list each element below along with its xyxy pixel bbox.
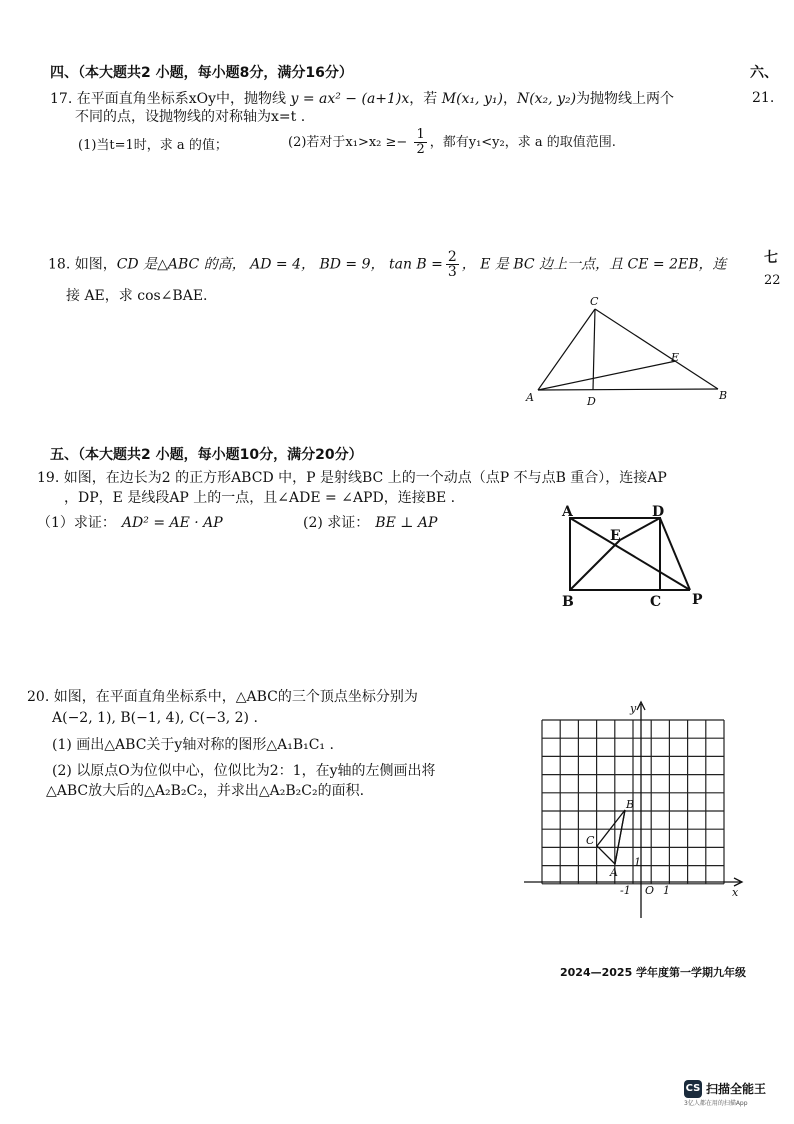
q17-line2: 不同的点，设抛物线的对称轴为x=t .	[75, 109, 306, 125]
q20-triangle-abc	[597, 810, 625, 864]
q19-part1-math: AD² = AE · AP	[121, 515, 223, 531]
q19-label-a: A	[562, 504, 573, 520]
q19-label-e: E	[610, 528, 621, 544]
q19-segment-dp	[660, 518, 690, 590]
q17-part2	[288, 128, 616, 157]
q20-part2-line2: △ABC放大后的△A₂B₂C₂，并求出△A₂B₂C₂的面积.	[46, 783, 365, 799]
q19-segment-be	[570, 540, 620, 590]
q20-x-axis-label: x	[732, 886, 739, 899]
q18-side-ac	[538, 309, 595, 390]
q17-part1: (1)当t=1时，求 a 的值；	[78, 138, 228, 153]
side-cut-six: 六、	[750, 65, 778, 81]
scanner-tagline: 3亿人都在用的扫描App	[684, 1099, 748, 1107]
q19-part2-label: (2) 求证：	[303, 515, 370, 531]
q18-label-e: E	[671, 351, 680, 364]
q17-parabola: y = ax² − (a+1)x	[290, 91, 410, 107]
side-cut-22: 22	[764, 273, 781, 288]
q17-line1: 17. 在平面直角坐标系xOy中，抛物线 y = ax² − (a+1)x，若 M(x₁, y₁)，N(x₂, y₂)为抛物线上两个	[50, 91, 675, 107]
q19-label-b: B	[562, 594, 574, 610]
q18-fraction: $\frac{2}{3}$	[447, 249, 457, 280]
q17-text-b: ，若	[409, 91, 442, 107]
q19-segment-de	[620, 518, 660, 540]
q18-line1	[48, 250, 727, 279]
q18-label-d: D	[587, 395, 596, 408]
q19-part1	[37, 512, 223, 532]
q17-part2-text-a: (2)若对于x₁>x₂ ≥−	[288, 135, 412, 150]
q18-side-ab	[538, 389, 718, 390]
q18-text-b: CD 是△ABC 的高， AD = 4， BD = 9， tan B =	[116, 256, 443, 273]
scanner-watermark	[684, 1078, 766, 1107]
side-cut-21: 21.	[752, 90, 775, 106]
q18-text-c: ， E 是 BC 边上一点，且 CE = 2EB，连	[461, 256, 727, 273]
q17-fraction: $\frac{1}{2}$	[416, 127, 425, 157]
q18-text-a: 18. 如图，	[48, 256, 117, 273]
exam-footer: 2024—2025 学年度第一学期九年级	[560, 966, 747, 979]
q20-line1: 20. 如图，在平面直角坐标系中，△ABC的三个顶点坐标分别为	[27, 689, 418, 705]
q20-tick-label-y1: 1	[634, 856, 641, 869]
q20-origin-label: O	[645, 884, 655, 897]
q18-label-a: A	[526, 391, 534, 404]
q19-label-p: P	[692, 592, 703, 608]
q17-text-a: 17. 在平面直角坐标系xOy中，抛物线	[50, 91, 291, 107]
q19-line1: 19. 如图，在边长为2 的正方形ABCD 中，P 是射线BC 上的一个动点（点P 不与点B 重合），连接AP	[37, 470, 667, 486]
q19-part1-label: （1）求证：	[37, 515, 116, 531]
q20-part1: (1) 画出△ABC关于y轴对称的图形△A₁B₁C₁ .	[52, 737, 334, 753]
q20-side-ab	[615, 810, 625, 864]
q19-segment-ap	[570, 518, 690, 590]
q17-text-c: 为抛物线上两个	[576, 91, 675, 107]
q19-label-c: C	[650, 594, 662, 610]
q18-label-b: B	[719, 389, 728, 402]
q19-part2-math: BE ⊥ AP	[375, 515, 438, 531]
q20-y-axis-label: y	[630, 702, 637, 715]
q17-point-m: M(x₁, y₁)	[441, 91, 503, 107]
q18-segment-ae	[538, 361, 676, 390]
q17-part2-text-b: ，都有y₁<y₂，求 a 的取值范围.	[429, 135, 616, 150]
q20-tick-label-x1: 1	[663, 884, 670, 897]
q18-side-cb	[595, 309, 718, 389]
q19-part2	[303, 512, 437, 532]
side-cut-seven: 七	[764, 250, 778, 266]
scanner-logo-icon: CS	[684, 1080, 702, 1098]
q19-label-d: D	[652, 504, 665, 520]
q20-label-c: C	[586, 834, 595, 847]
q19-square-figure	[556, 500, 716, 612]
q18-triangle-figure	[520, 295, 740, 410]
q20-label-a: A	[610, 866, 618, 879]
scanner-app-name: 扫描全能王	[706, 1082, 767, 1096]
q20-coordinate-grid	[520, 698, 750, 930]
q20-label-b: B	[626, 798, 635, 811]
q17-point-n: N(x₂, y₂)	[516, 91, 577, 107]
q18-line2: 接 AE，求 cos∠BAE.	[66, 288, 208, 304]
q20-tick-label-neg1: -1	[620, 884, 631, 897]
q19-line2: ，DP，E 是线段AP 上的一点，且∠ADE = ∠APD，连接BE .	[64, 490, 456, 506]
q18-label-c: C	[590, 295, 599, 308]
section-five-heading: 五、（本大题共2 小题，每小题10分，满分20分）	[50, 447, 363, 463]
q20-line2: A(−2, 1), B(−1, 4), C(−3, 2) .	[52, 710, 258, 726]
q20-part2-line1: (2) 以原点O为位似中心，位似比为2：1，在y轴的左侧画出将	[52, 763, 436, 779]
section-four-heading: 四、（本大题共2 小题，每小题8分，满分16分）	[50, 65, 353, 81]
